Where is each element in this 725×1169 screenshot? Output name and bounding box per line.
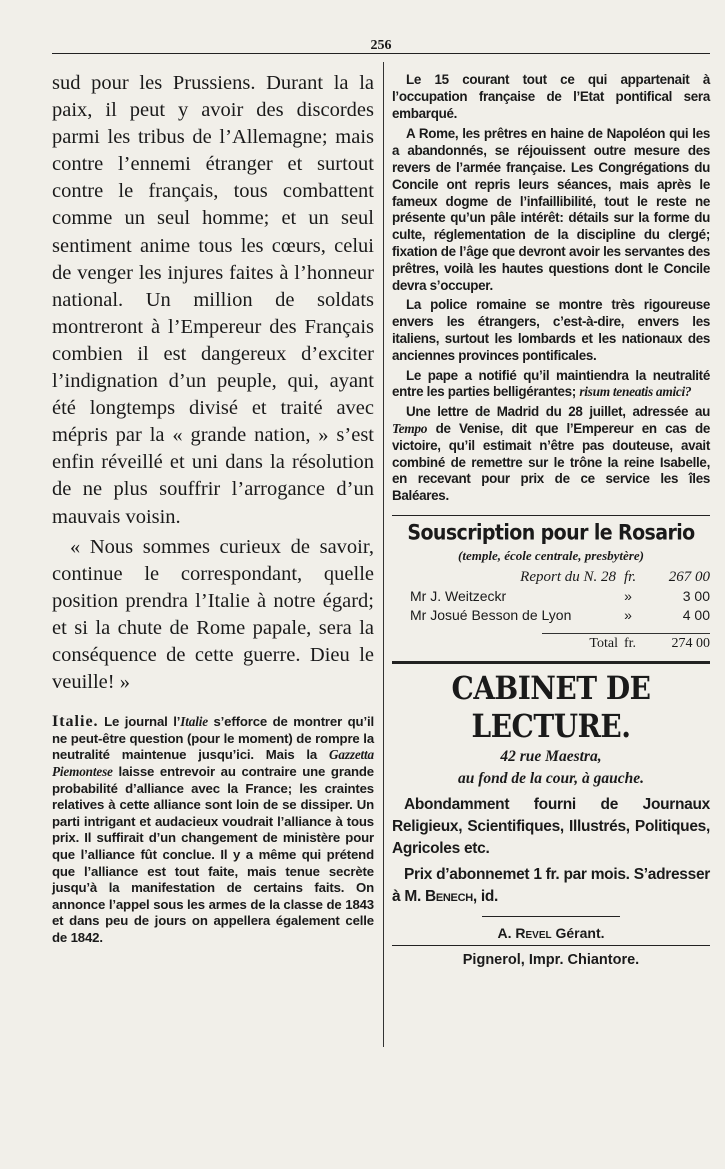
latin-quote: risum teneatis amici? [579, 384, 692, 400]
contact-name: Benech [424, 887, 473, 905]
italie-article [52, 714, 374, 946]
news-item-1: Le 15 courant tout ce qui appartenait à l’occupation française de l’Etat pontifical sera embarqué. [392, 72, 710, 121]
report-amount: 267 00 [668, 568, 710, 585]
subscription-section [392, 522, 710, 653]
italie-heading: Italie. [52, 713, 99, 731]
cabinet-price [392, 864, 710, 908]
cabinet-section [392, 668, 710, 908]
page-number: 256 [365, 38, 398, 53]
journal-name-italie: Italie [180, 714, 208, 730]
footer-rule-2 [392, 945, 710, 946]
total-amount: 274 00 [671, 635, 710, 651]
section-rule-2 [392, 661, 710, 664]
gerant-prefix: A. [497, 924, 516, 941]
ditto-mark: » [624, 587, 632, 604]
article-paragraph-1: sud pour les Prussiens. Durant la la paix, il peut y avoir des discordes parmi les tribus de l’Allemagne; mais contre l’ennemi étranger et surtout contre le français, tous combattent comme un seul homme; et un seul sentiment anime tous les cœurs, celui de venger les injures faites à l’honneur national. Un million de soldats montreront à l’Empereur des Français combien il est dangereux d’exciter l’indignation d’un peuple, qui, ayant été longtemps divisé et traité avec mépris par la « grande nation, » s’est enfin réveillé et uni dans la résolution de ne plus souffrir l’arrogance d’un mauvais voisin. [52, 72, 374, 528]
italie-text-2: s’efforce de montrer qu’il ne peut-être question (pour le moment) de rompre la neutralité maintenue jusqu’ici. Mais la [52, 714, 374, 763]
cabinet-location: au fond de la cour, à gauche. [457, 769, 644, 787]
news-item-5-text-1: Une lettre de Madrid du 28 juillet, adressée au [406, 404, 710, 420]
news-item-2: A Rome, les prêtres en haine de Napoléon qui les a abandonnés, se réjouissent outre mesure des revers de l’armée française. Les Congrégations du Concile ont repris leurs séances, mais après le fameux dogme de l’infaillibilité, tout le reste ne présente qu’un pâle intérêt: détails sur la forme du culte, réglementation de la discipline du clergé; fixation de l’âge que devront avoir les servantes des prêtres, voilà les hautes questions dont le Concile devra s’occuper. [392, 126, 710, 293]
report-label: Report du N. 28 [520, 568, 616, 585]
column-divider [383, 62, 384, 1047]
left-column [52, 70, 374, 946]
subscription-subtitle: (temple, école centrale, presbytère) [458, 547, 644, 563]
journal-name-tempo: Tempo [392, 420, 428, 436]
gerant-suffix: Gérant. [551, 924, 605, 941]
cabinet-address: 42 rue Maestra, [500, 747, 602, 765]
report-row [392, 568, 710, 587]
donor-row [392, 606, 710, 625]
news-item-4 [392, 368, 710, 402]
cabinet-description: Abondamment fourni de Journaux Religieux, Scientifiques, Illustrés, Politiques, Agricoles etc. [392, 795, 710, 857]
article-paragraph-2: « Nous sommes curieux de savoir, continue le correspondant, quelle position prendra l’Italie à notre égard; et si la chute de Rome papale, sera la conséquence de cette guerre. Dieu le veuille! » [52, 535, 374, 694]
donor-name: Mr Josué Besson de Lyon [410, 606, 572, 623]
footer-rule-1 [482, 916, 620, 917]
donor-row [392, 587, 710, 606]
total-row [392, 634, 710, 653]
printer-line: Pignerol, Impr. Chiantore. [462, 951, 640, 968]
news-item-3: La police romaine se montre très rigoureuse envers les étrangers, c’est-à-dire, envers les italiens, surtout les lombards et les nationaux des anciennes provinces pontificales. [392, 297, 710, 363]
total-label: Total [589, 635, 618, 651]
report-currency: fr. [624, 568, 637, 585]
donor-amount: 3 00 [682, 587, 710, 604]
donor-amount: 4 00 [682, 606, 710, 623]
italie-text-3: laisse entrevoir au contraire une grande probabilité d’alliance avec la France; les craintes relatives à cette alliance sont loin de se dissiper. Un parti intrigant et audacieux voudrait l’alliance à tous prix. Il suffirait d’un changement de ministère pour que l’alliance fût conclue. Il y a même qui prétend que l’alliance est tout faite, mais tenue secrète jusqu’à la manifestation de certains faits. On annonce l’appel sous les armes de la classe de 1843 et dans peu de jours on appellera également celle de 1842. [52, 763, 374, 945]
subscription-title: Souscription pour le Rosario [407, 520, 695, 546]
total-currency: fr. [624, 635, 637, 651]
news-item-5-text-2: de Venise, dit que l’Empereur en cas de victoire, qu’il estimait n’être pas douteuse, avait combiné de remettre sur le trône la reine Isabelle, en recevant pour prix de ce service les îles Baléares. [392, 420, 710, 504]
cabinet-price-text-2: , id. [472, 887, 499, 905]
cabinet-title: CABINET DE LECTURE. [451, 668, 651, 745]
donor-name: Mr J. Weitzeckr [410, 587, 507, 604]
page-header [52, 34, 710, 64]
gerant-line [392, 925, 710, 941]
gerant-name: Revel [515, 924, 552, 941]
italie-text-1: Le journal l’ [98, 714, 181, 730]
right-column [392, 72, 710, 968]
journal-name-gazzetta: Gazzetta Piemontese [52, 747, 374, 779]
cabinet-price-text-1: Prix d’abonnemet 1 fr. par mois. S’adresser à M. [392, 865, 710, 905]
ditto-mark: » [624, 606, 632, 623]
news-item-5 [392, 404, 710, 505]
section-rule-1 [392, 515, 710, 516]
news-item-4-text: Le pape a notifié qu’il maintiendra la neutralité entre les parties belligérantes; [392, 367, 710, 400]
